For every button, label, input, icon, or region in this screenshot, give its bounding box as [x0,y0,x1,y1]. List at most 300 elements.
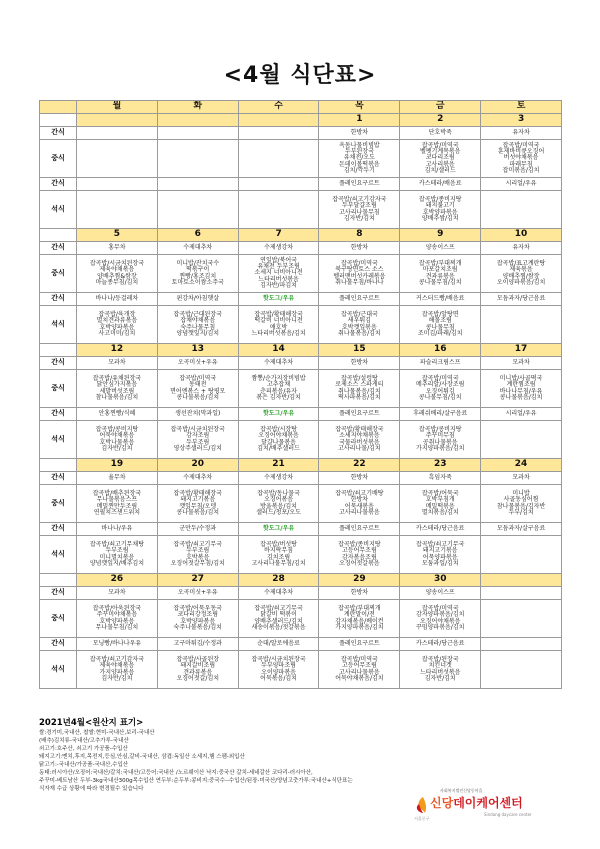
date-cell: 26 [77,574,158,587]
date-cell: 13 [157,344,238,357]
snack-cell: 유자차 [481,242,562,255]
dinner-row [40,306,562,344]
date-row [40,574,562,587]
snack-cell: 커스터드빵/배음료 [400,293,481,306]
meal-item: 잡곡밥/어묵국 [421,489,459,497]
row-label: 간식 [40,178,77,191]
date-cell: 12 [77,344,158,357]
meal-cell [238,255,319,293]
snack-cell: 한방차 [319,242,400,255]
meal-cell [481,536,562,574]
snack-pm-row [40,408,562,421]
meal-cell [77,421,158,459]
meal-item: 주꾸미야채볶음 [96,611,138,619]
date-cell: 9 [400,229,481,242]
meal-item: 김자반/김치 [101,444,133,452]
meal-cell [157,370,238,408]
meal-item: 잡곡밥/된장국 [421,655,459,663]
meal-cell [400,536,481,574]
day-header: 월 [77,101,158,114]
date-cell [157,114,238,127]
meal-item: 잡곡밥/어묵우동국 [173,604,222,612]
snack-cell: 고구마튀김/수정과 [157,638,238,651]
meal-item: 김자반/김치 [424,674,456,682]
date-cell: 23 [400,459,481,472]
meal-item: 미니밥/잔치국수 [176,259,220,267]
meal-item: 호박깻잎볶음 [342,323,377,331]
meal-item: 양념깻잎지/김치 [176,329,220,337]
meal-cell [400,191,481,229]
meal-cell [481,140,562,178]
meal-item: 숙주나물무침 [180,323,216,331]
snack-cell [157,127,238,140]
meal-item: 고사리나물볶음 [339,508,380,516]
meal-cell [319,370,400,408]
meal-item: 유채전/오도 [343,154,375,162]
date-row [40,114,562,127]
meal-cell [238,140,319,178]
meal-item: 취나물볶음/김치 [338,387,381,395]
meal-item: 닭갈비 떡볶이 [260,611,297,619]
meal-item: 감자볶음조림 [342,553,377,561]
meal-cell [481,421,562,459]
meal-item: 훈제바비큐오징어 [497,148,545,156]
snack-cell [481,638,562,651]
meal-item: 떡갈비 너비아니전 [254,317,303,325]
meal-item: 호박양파볶음 [422,208,458,216]
snack-cell [238,178,319,191]
meal-item: 콩나물볶음/김치 [176,508,220,516]
meal-item: 잡곡밥/부대찌개 [338,604,381,612]
meal-item: 양배추쌈/김치 [421,214,459,222]
row-label: 중식 [40,485,77,523]
meal-item: 고등어무조림 [342,662,377,670]
meal-cell [157,600,238,638]
meal-item: 잡곡밥/동나물국 [257,489,300,497]
meal-item: 메추리알/사장조림 [416,381,465,389]
origin-notes [39,717,562,794]
meal-item: 잡곡밥/쇠고기무국 [173,540,222,548]
meal-item: 애호박 [269,323,288,331]
meal-cell [481,255,562,293]
meal-item: 감자양파볶음/김치 [416,611,465,619]
row-label: 중식 [40,140,77,178]
meal-item: 어묵볶음/김치 [260,674,297,682]
meal-cell [157,306,238,344]
meal-item: 잡곡밥/쇠고기감자국 [332,195,387,203]
meal-item: 새우튀김 [347,317,371,325]
meal-item: 국물라버섯볶음 [339,438,380,446]
meal-item: 치킨너겟 [428,662,452,670]
meal-item: 고추잡채 [266,381,291,389]
date-cell: 7 [238,229,319,242]
date-row [40,229,562,242]
meal-cell [400,485,481,523]
snack-cell: 모듬과자/당근음료 [481,293,562,306]
snack-cell: 바나나/등걸레차 [77,293,158,306]
date-row [40,344,562,357]
date-cell [77,114,158,127]
meal-cell [157,255,238,293]
meal-cell [157,485,238,523]
meal-cell [238,421,319,459]
meal-item: 한방차 [350,496,369,504]
meal-item: 잡곡밥/쇠고기감자국 [89,655,144,663]
snack-cell: 안홍찐빵/식혜 [77,408,158,421]
meal-item: 어묵양파볶음 [422,553,458,561]
snack-cell: 후레쉬베리/살구음료 [400,408,481,421]
snack-cell: 오곡미싯+우유 [157,357,238,370]
snack-cell: 모과차 [77,357,158,370]
row-label: 석식 [40,191,77,229]
meal-cell [400,370,481,408]
meal-item: 잡곡밥/콩비지탕 [95,425,139,433]
snack-cell: 핫도그/우유 [238,523,319,536]
snack-cell: 수제생강차 [238,242,319,255]
logo-main-b: 데이케어센터 [453,796,523,810]
origin-note-line: 주꾸미-베트남산 두부-3kg국내산300g목수입산 연두부:순두부:콩비지:중국수--수입산/된장-미국산/양념고춧가루:국내산+식단표는 [39,778,353,785]
meal-item: 오이양파볶음 [261,668,296,676]
meal-item: 두부양파조림 [261,662,296,670]
meal-item: 가지양파볶음 [99,668,135,676]
meal-cell [238,306,319,344]
meal-cell [238,485,319,523]
meal-item: 숙주나물볶음/김치 [173,623,222,631]
meal-item: 두부조림 [186,438,210,446]
snack-cell: 생선잔치(막과일) [157,408,238,421]
meal-item: 고사리나물무침 [339,208,380,216]
meal-cell [319,191,400,229]
meal-item: 잡곡밥/유채된장국 [92,374,142,382]
dinner-row [40,651,562,689]
meal-item: 공취나물볶음 [422,438,458,446]
meal-item: 무나물볶음스프 [96,496,138,504]
snack-cell: 한방차 [319,472,400,485]
meal-item: 멸치볶음/김치 [421,508,459,516]
meal-item: 콩나물무침/김치 [418,393,462,401]
meal-item: 잡채야채볶음 [180,317,216,325]
row-label: 간식 [40,357,77,370]
meal-item: 제육야채볶음 [99,662,135,670]
row-label: 간식 [40,242,77,255]
meal-item: 잡곡밥/쇠고기배탕 [335,489,384,497]
meal-item: 로제소스 스파게티 [335,381,384,389]
meal-item: 김치/깍두기 [343,166,375,174]
row-label: 간식 [40,472,77,485]
meal-item: 잡곡밥/알탕면 [421,310,459,318]
snack-cell: 율무차 [77,472,158,485]
meal-cell [481,191,562,229]
meal-item: 오이양파볶음/김치 [496,278,546,286]
meal-cell [481,600,562,638]
day-header: 금 [400,101,481,114]
meal-item: 잡곡밥/쇠고기무채탕 [89,540,144,548]
meal-cell [400,255,481,293]
snack-cell: 파슬리크림스프 [400,357,481,370]
meal-item: 잡곡밥/종비지탕 [338,540,381,548]
meal-item: 잡곡밥/시금치된장국 [89,259,144,267]
meal-item: 사골동심어찜 [503,496,539,504]
snack-cell: 수제생강차 [238,472,319,485]
meal-cell [77,485,158,523]
meal-item: 고등어무조림 [342,547,377,555]
logo-sub-text: Sindang daycare center [484,812,532,817]
meal-item: 춘피볶음/유자 [260,387,297,395]
meal-cell [238,536,319,574]
meal-item: 오징어젓갈무침/김치 [170,559,225,567]
meal-item: 고사리나물볶음 [339,668,380,676]
snack-cell: 핫도그/우유 [238,293,319,306]
meal-item: 두부/김치 [508,508,534,516]
meal-item: 호박나물볶음 [99,438,135,446]
date-cell: 30 [400,574,481,587]
date-cell: 5 [77,229,158,242]
meal-item: 잡곡밥/황태해장국 [335,425,384,433]
meal-item: 짬뽕/순가지장비빔밥 [251,374,306,382]
meal-item: 김자반/파김치 [260,281,297,289]
meal-item: 호박양파볶음 [99,323,135,331]
snack-am-row [40,472,562,485]
meal-item: 호박양파볶음 [180,617,216,625]
meal-item: 김치/배추샐러드 [257,444,300,452]
meal-item: 잡곡밥/미역국 [179,374,217,382]
date-cell: 15 [319,344,400,357]
meal-item: 잡곡밥/미역국 [421,374,459,382]
snack-cell: 한방차 [319,357,400,370]
day-header: 수 [238,101,319,114]
meal-item: 떡볶구이 [186,266,210,274]
origin-note-line: 식자재 수급 상황에 따라 변경될수 있습니다 [39,786,144,793]
snack-cell: 양송이스프 [400,242,481,255]
meal-item: 모둠과일/김치 [421,559,459,567]
snack-cell: 플레인요구르트 [319,408,400,421]
meal-cell [157,140,238,178]
date-label-cell [40,229,77,242]
snack-cell: 모과차 [77,587,158,600]
date-cell: 22 [319,459,400,472]
meal-item: 떡사파볶음/김치 [338,393,381,401]
meal-item: 참나물볶음/김치 [95,393,139,401]
snack-cell: 오곡미싯+우유 [157,587,238,600]
meal-item: 어묵새볶음 [344,502,374,510]
row-label: 간식 [40,638,77,651]
snack-cell: 플레인요구르트 [319,293,400,306]
meal-item: 소세지야채볶음 [339,432,380,440]
meal-cell [400,600,481,638]
meal-item: 해물조림 [428,317,452,325]
meal-item: 잡곡밥/쇠고기무국 [416,540,465,548]
date-cell: 16 [400,344,481,357]
origin-note-line: 쇠고기:호주산, 쇠고기 가공품-수입산 [39,746,128,753]
origin-note-line: 동태:러시아산/오징어:국내산/갈치:국내산/고등어:국내산 /노르웨이산 낙지:중국산 갈치-세네갈산 코다리-러시아산, [39,770,313,777]
meal-item: 잡곡밥/미역국 [421,604,459,612]
date-cell: 24 [481,459,562,472]
meal-item: 잡곡밥/쇠고기무국 [254,604,303,612]
meal-cell [319,306,400,344]
meal-cell [319,536,400,574]
meal-item: 영상주샐러드/김치 [173,444,222,452]
meal-cell [77,651,158,689]
meal-item: 잡곡밥/미역국 [340,655,378,663]
snack-cell: 수제대추차 [157,242,238,255]
meal-item: 잡곡밥/종비지탕 [418,195,462,203]
meal-item: 호박부침개 [425,496,455,504]
meal-item: 느타리버섯볶음/김치 [251,329,306,337]
meal-cell [77,536,158,574]
row-label: 석식 [40,536,77,574]
meal-cell [400,140,481,178]
row-label: 중식 [40,370,77,408]
meal-item: 돼지갈비조림 [180,662,216,670]
snack-cell [238,127,319,140]
snack-pm-row [40,523,562,536]
meal-item: 호박양파볶음 [99,617,135,625]
meal-item: 주꾸미무침 [425,432,455,440]
meal-cell [77,600,158,638]
dinner-row [40,421,562,459]
date-cell: 27 [157,574,238,587]
origin-note-line: (배추)김치류-국내산/고추가루-국내산 [39,738,129,745]
meal-item: 유채전 두부조림 [257,263,300,271]
center-logo [414,790,574,826]
meal-item: 벨펫기계목볶음 [419,148,461,156]
meal-item: 두부조림 [105,547,129,555]
meal-item: 오징어야채볶음 [419,617,461,625]
meal-item: 연필치즈샌드위치 [93,508,141,516]
meal-item: 오징어튀김 [425,387,455,395]
meal-item: 돼지고기볶음 [422,547,458,555]
meal-item: 어묵야채볶음/김치 [335,674,384,682]
meal-item: 새송이볶음/젓갈볶음 [251,623,306,631]
meal-item: 오징어볶음 [264,496,294,504]
meal-item: 마늘종무침/김치 [95,278,139,286]
date-cell: 2 [400,114,481,127]
meal-item: 잡곡밥/근대국 [340,310,378,318]
meal-item: 미니밥/사골떡국 [499,374,543,382]
meal-item: 어묵야채볶음 [99,432,135,440]
meal-item: 느타리버섯볶음 [258,275,299,283]
snack-cell: 모과차 [481,357,562,370]
row-label: 간식 [40,127,77,140]
meal-cell [238,651,319,689]
meal-item: 잡곡밥/사골된장 [176,655,220,663]
date-label-cell [40,574,77,587]
meal-item: 호박볶음 [186,553,210,561]
origin-note-line: 돼지고기:멘치,후지,목전지,등심,안심,갈비-국내산, 삼겹:독일산 소세지,햄 스팸-외입산 [39,754,245,761]
date-cell: 17 [481,344,562,357]
meal-item: 파래무침 [509,160,533,168]
meal-item: 찐빵/홍조김치 [179,272,217,280]
meal-item: 잡곡밥/시금치된장국 [251,655,306,663]
meal-item: 고사리볶음 [425,160,455,168]
date-cell: 19 [77,459,158,472]
meal-cell [157,536,238,574]
meal-cell [157,651,238,689]
meal-cell [319,600,400,638]
snack-am-row [40,357,562,370]
date-cell: 6 [157,229,238,242]
meal-item: 마포갈치조림 [422,266,458,274]
snack-cell: 시리얼/우유 [481,408,562,421]
row-label: 중식 [40,600,77,638]
date-label-cell [40,114,77,127]
meal-item: 사고미미/김치 [98,329,136,337]
meal-item: 양배추찜&쌈장 [97,272,137,280]
meal-item: 느타리버섯볶음 [419,668,461,676]
meal-item: 미니밥 [512,489,530,497]
meal-item: 김자반/김치 [101,674,133,682]
meal-item: 무나물무침/김치 [95,623,139,631]
meal-item: 연잎밥/북어국 [260,256,297,264]
date-cell: 21 [238,459,319,472]
meal-item: 바나나무침/우유 [499,387,543,395]
snack-cell: 모듬과자/살구음료 [481,523,562,536]
meal-item: 북구탕면토스 소스 [335,266,384,274]
snack-cell: 시리얼/우유 [481,178,562,191]
snack-cell: 홍무차 [77,242,158,255]
meal-item: 양념깻잎지/배추김치 [89,559,144,567]
meal-item: 잡곡밥/부대찌개 [418,259,462,267]
row-label: 간식 [40,293,77,306]
meal-cell [77,140,158,178]
snack-cell: 한방차 [319,587,400,600]
snack-cell: 바나나/우유 [77,523,158,536]
meal-item: 참나물볶음/김자반 [496,502,546,510]
meal-cell [319,421,400,459]
snack-cell: 유자차 [481,127,562,140]
meal-item: 샐러드/청포/오도 [256,508,301,516]
menu-table [39,100,562,689]
snack-cell: 플레인요구르트 [319,638,400,651]
meal-item: 미니멸치볶음 [99,553,135,561]
meal-item: 옥돔나물비빔밥 [339,141,380,149]
logo-city-text: 서울중구 [414,816,430,821]
meal-item: 고사리나물무침/김치 [251,559,306,567]
meal-item: 견과류볶음 [183,668,213,676]
day-header: 목 [319,101,400,114]
meal-item: 콩나물무침/김치 [418,278,462,286]
date-cell: 28 [238,574,319,587]
date-row [40,459,562,472]
meal-item: 잡곡밥/콩비지탕 [418,425,462,433]
logo-main-a: 신당 [430,796,454,810]
snack-cell: 플레인요구르트 [319,178,400,191]
meal-item: 취나물무침/바나나 [335,278,384,286]
lunch-row [40,485,562,523]
meal-item: 양배추샐러드/김치 [254,617,303,625]
snack-cell: 핫도그/우유 [238,408,319,421]
meal-item: 취나물볶음/김치 [338,329,381,337]
meal-item: 코다리조림 [425,154,455,162]
meal-item: 계란찜조림 [506,381,536,389]
meal-item: 콩나물무침 [425,323,455,331]
meal-item: 오징어젓갈볶음 [339,559,380,567]
snack-cell [77,178,158,191]
meal-item: 버섯야채볶음 [503,154,539,162]
meal-item: 김자반/김치 [343,214,375,222]
meal-item: 가지양파볶음/김치 [416,444,465,452]
meal-item: 계란말이/전 [343,611,375,619]
meal-item: 바지락무침 [264,547,294,555]
meal-item: 감자조림 [186,432,210,440]
meal-item: 콩나물볶음/김치 [176,393,220,401]
date-cell [238,114,319,127]
meal-cell [481,651,562,689]
meal-item: 두부달걀조림 [342,202,377,210]
meal-cell [157,191,238,229]
meal-item: 세발버섯조림 [99,387,135,395]
dinner-row [40,191,562,229]
